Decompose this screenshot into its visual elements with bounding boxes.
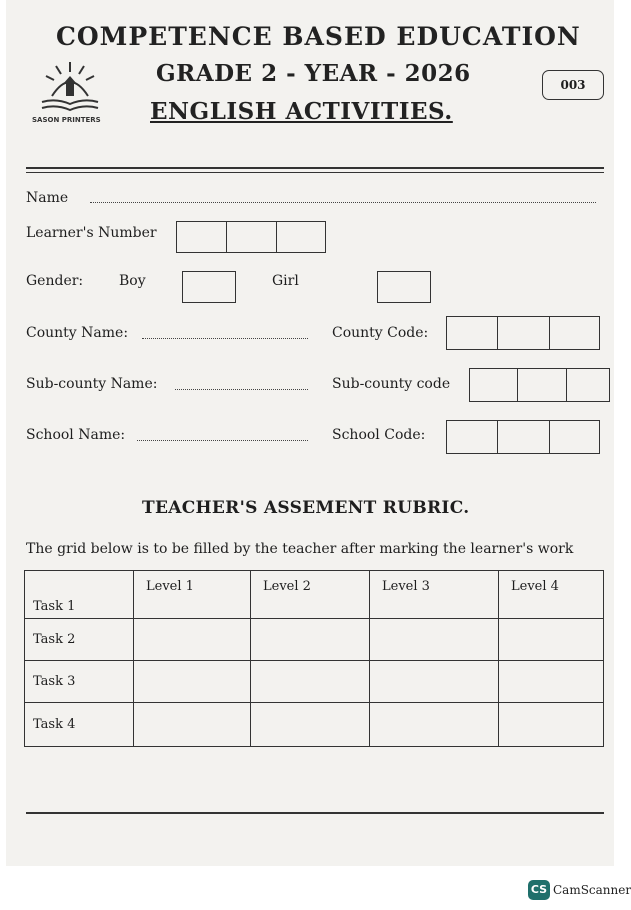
school-code-boxes[interactable]: [446, 420, 600, 454]
rubric-task-cell: Task 4: [25, 703, 134, 747]
rubric-score-cell[interactable]: [251, 661, 370, 703]
rubric-score-cell[interactable]: [499, 703, 604, 747]
subcounty-code-boxes[interactable]: [469, 368, 610, 402]
table-row: [25, 571, 604, 619]
boy-checkbox[interactable]: [182, 271, 236, 303]
rubric-instruction: The grid below is to be filled by the teacher after marking the learner's work: [26, 541, 574, 557]
rubric-level-header: Level 4: [499, 571, 604, 619]
learner-number-label: Learner's Number: [26, 225, 157, 241]
rubric-score-cell[interactable]: [251, 703, 370, 747]
camscanner-watermark: [528, 880, 631, 900]
rubric-score-cell[interactable]: [499, 619, 604, 661]
camscanner-icon: CS: [528, 880, 550, 900]
publisher-logo: [28, 58, 112, 128]
publisher-name: SASON PRINTERS: [32, 116, 101, 124]
rubric-title: TEACHER'S ASSEMENT RUBRIC.: [142, 498, 470, 518]
rubric-score-cell[interactable]: [134, 619, 251, 661]
school-code-label: School Code:: [332, 427, 426, 443]
rubric-score-cell[interactable]: [499, 661, 604, 703]
rubric-score-cell[interactable]: [370, 619, 499, 661]
table-row: [25, 661, 604, 703]
rubric-task-cell: Task 1: [25, 571, 134, 619]
school-name-field[interactable]: [137, 440, 308, 441]
rubric-score-cell[interactable]: [370, 661, 499, 703]
header-rule-top: [26, 167, 604, 169]
name-field[interactable]: [90, 202, 596, 203]
rubric-task-cell: Task 2: [25, 619, 134, 661]
gender-label: Gender:: [26, 273, 84, 289]
rubric-level-header: Level 3: [370, 571, 499, 619]
camscanner-text: CamScanner: [553, 883, 631, 897]
grade-year: GRADE 2 - YEAR - 2026: [156, 60, 471, 87]
subject-title: ENGLISH ACTIVITIES.: [150, 98, 453, 125]
rubric-level-header: Level 1: [134, 571, 251, 619]
rubric-score-cell[interactable]: [251, 619, 370, 661]
girl-label: Girl: [272, 273, 299, 289]
rubric-level-header: Level 2: [251, 571, 370, 619]
county-code-boxes[interactable]: [446, 316, 600, 350]
school-name-label: School Name:: [26, 427, 126, 443]
header-rule-bottom: [26, 172, 604, 173]
header-title: COMPETENCE BASED EDUCATION: [56, 22, 581, 51]
table-row: [25, 703, 604, 747]
name-label: Name: [26, 190, 69, 206]
rubric-score-cell[interactable]: [134, 661, 251, 703]
learner-number-boxes[interactable]: [176, 221, 326, 253]
paper-code: 003: [542, 70, 604, 100]
table-row: [25, 619, 604, 661]
boy-label: Boy: [119, 273, 146, 289]
rubric-table: [24, 570, 604, 747]
girl-checkbox[interactable]: [377, 271, 431, 303]
footer-rule: [26, 812, 604, 814]
county-name-label: County Name:: [26, 325, 129, 341]
subcounty-code-label: Sub-county code: [332, 376, 451, 392]
subcounty-name-label: Sub-county Name:: [26, 376, 158, 392]
rubric-task-cell: Task 3: [25, 661, 134, 703]
county-code-label: County Code:: [332, 325, 429, 341]
rubric-score-cell[interactable]: [370, 703, 499, 747]
rubric-score-cell[interactable]: [134, 703, 251, 747]
subcounty-name-field[interactable]: [175, 389, 308, 390]
county-name-field[interactable]: [142, 338, 308, 339]
